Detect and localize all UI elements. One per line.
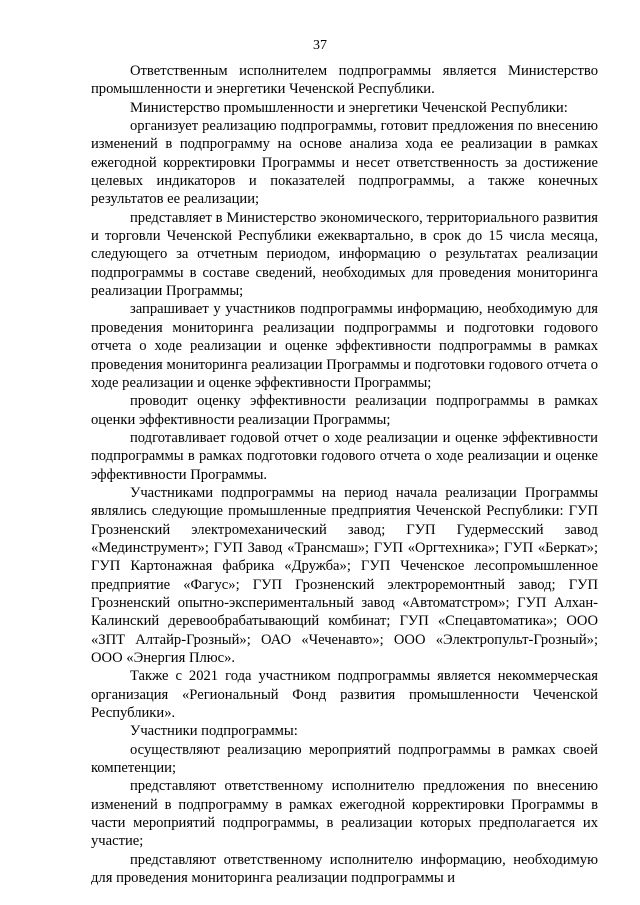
paragraph: проводит оценку эффективности реализации подпрограммы в рамках оценки эффективности реализации Программы;	[91, 393, 598, 428]
paragraph: представляет в Министерство экономического, территориального развития и торговли Чеченской Республики ежеквартально, в срок до 15 числа месяца, следующего за отчетным периодом, информацию о результатах реализации подпрограммы в составе сведений, необходимых для проведения мониторинга реализации Программы;	[91, 209, 598, 300]
paragraph: подготавливает годовой отчет о ходе реализации и оценке эффективности подпрограммы в рамках подготовки годового отчета о ходе реализации и оценке эффективности Программы.	[91, 429, 598, 483]
body-text	[91, 62, 598, 887]
paragraph: запрашивает у участников подпрограммы информацию, необходимую для проведения мониторинга реализации подпрограммы и подготовки годового отчета о ходе реализации и оценке эффективности подпрограммы в рамках проведения мониторинга реализации Программы и подготовки годового отчета о ходе реализации и оценке эффективности Программы;	[91, 301, 598, 391]
paragraph: Ответственным исполнителем подпрограммы является Министерство промышленности и энергетики Чеченской Республики.	[91, 63, 598, 98]
paragraph: Министерство промышленности и энергетики Чеченской Республики:	[130, 99, 568, 116]
paragraph: представляют ответственному исполнителю предложения по внесению изменений в подпрограмму в рамках ежегодной корректировки Программы в части мероприятий подпрограммы, в реализации которых предполагается их участие;	[91, 778, 598, 850]
paragraph: Участники подпрограммы:	[130, 723, 298, 740]
paragraph: Также с 2021 года участником подпрограммы является некоммерческая организация «Региональный Фонд развития промышленности Чеченской Республики».	[91, 668, 598, 722]
paragraph: организует реализацию подпрограммы, готовит предложения по внесению изменений в подпрограмму на основе анализа хода ее реализации в рамках ежегодной корректировки Программы и несет ответственность за достижение целевых индикаторов и показателей подпрограммы, а также конечных результатов ее реализации;	[91, 118, 598, 208]
paragraph: Участниками подпрограммы на период начала реализации Программы являлись следующие промышленные предприятия Чеченской Республики: ГУП Грозненский электромеханический завод; ГУП Гудермесский завод «Мединструмент»; ГУП Завод «Трансмаш»; ГУП «Оргтехника»; ГУП «Беркат»; ГУП Картонажная фабрика «Дружба»; ГУП Чеченское лесопромышленное предприятие «Фагус»; ГУП Грозненский электроремонтный завод; ГУП Грозненский опытно-экспериментальный завод «Автоматстром»; ГУП Алхан-Калинский деревообрабатывающий комбинат; ГУП «Спецавтоматика»; ООО «ЗПТ Алтайр-Грозный»; ОАО «Чеченавто»; ООО «Электропульт-Грозный»; ООО «Энергия Плюс».	[91, 484, 598, 666]
paragraph: осуществляют реализацию мероприятий подпрограммы в рамках своей компетенции;	[91, 741, 598, 777]
paragraph: представляют ответственному исполнителю информацию, необходимую для проведения мониторинга реализации подпрограммы и	[91, 851, 598, 887]
page-number: 37	[313, 38, 327, 53]
